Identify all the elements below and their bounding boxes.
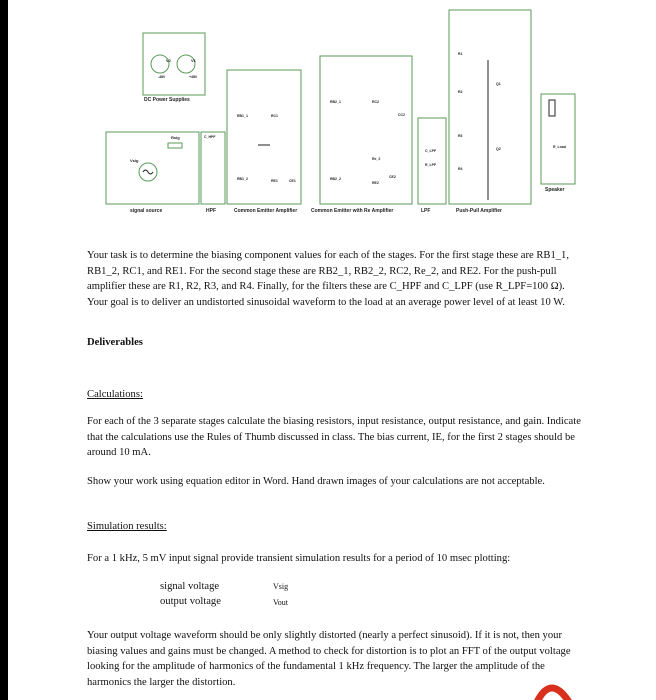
re-2-label: Re_2 — [372, 157, 381, 161]
ce-amp-box — [227, 70, 301, 204]
vee-label: -48V — [158, 75, 166, 79]
output-voltage-label: output voltage — [160, 596, 221, 607]
r-load-label: R_Load — [553, 145, 566, 149]
signal-voltage-label: signal voltage — [160, 581, 220, 592]
final-paragraph: Your output voltage waveform should be only slightly distorted (nearly a perfect sinusoid). If it is not, then your biasing values and gains must be changed. A method to check for distortion is to plot an FFT of the output voltage looking for the amplitude of harmonics of the fundamental 1 kHz frequency. The larger the amplitude of the harmonics the larger the distortion. — [87, 630, 571, 688]
document-page — [8, 0, 656, 700]
calculations-paragraph: For each of the 3 separate stages calculate the biasing resistors, input resistance, output resistance, and gain. Indicate that the calculations use the Rules of Thumb discussed in class. The bias current, IE, for the first 2 stages should be around 10 mA. — [87, 416, 581, 458]
pushpull-box — [449, 10, 531, 204]
speaker-label: Speaker — [545, 187, 565, 193]
ce1-label: CE1 — [289, 179, 296, 183]
rb2-1-label: RB2_1 — [330, 100, 341, 104]
lpf-box — [418, 118, 446, 204]
rb2-2-label: RB2_2 — [330, 177, 341, 181]
pushpull-label: Push-Pull Amplifier — [456, 208, 502, 214]
vcc-label-supply: +48V — [189, 75, 198, 79]
c-hpf-label: C_HPF — [204, 135, 216, 139]
ce-re-amp-box — [320, 56, 412, 204]
r1-label: R1 — [458, 52, 463, 56]
hpf-label: HPF — [206, 208, 216, 214]
rsig-resistor — [168, 143, 182, 148]
r3-label: R3 — [458, 134, 463, 138]
red-annotation-mark — [533, 680, 573, 700]
rc1-label: RC1 — [271, 114, 279, 118]
simulation-paragraph: For a 1 kHz, 5 mV input signal provide transient simulation results for a period of 10 msec plotting: — [87, 553, 511, 564]
rc2-label: RC2 — [372, 100, 380, 104]
ce2-label: CE2 — [389, 175, 396, 179]
vout-symbol: Vout — [273, 598, 288, 607]
signal-source-label: signal source — [130, 208, 163, 214]
cc2-label: CC2 — [398, 113, 406, 117]
simulation-heading: Simulation results: — [87, 521, 167, 532]
ce-re-amp-label: Common Emitter with Re Amplifier — [311, 208, 394, 214]
speaker-box — [541, 94, 575, 184]
c-lpf-label: C_LPF — [425, 149, 437, 153]
r-lpf-label: R_LPF — [425, 163, 437, 167]
q2-label: Q2 — [496, 147, 501, 151]
hpf-box — [201, 132, 225, 204]
rb1-2-label: RB1_2 — [237, 177, 248, 181]
signal-source-box — [106, 132, 199, 204]
re2-label: RE2 — [372, 181, 379, 185]
v1-label: V1 — [191, 58, 196, 63]
task-paragraph: Your task is to determine the biasing component values for each of the stages. For the first stage these are RB1_1, RB1_2, RC1, and RE1. For the second stage these are RB2_1, RB2_2, RC2, Re_2, and RE2. For the push-pull amplifier these are R1, R2, R3, and R4. Finally, for the filters these are C_HPF and C_LPF (use R_LPF=100 Ω). Your goal is to deliver an undistorted sinusoidal waveform to the load at an average power level of at least 10 W. — [87, 250, 570, 308]
lpf-label: LPF — [421, 208, 431, 214]
q1-label: Q1 — [496, 82, 501, 86]
r4-label: R4 — [458, 167, 463, 171]
deliverables-heading: Deliverables — [87, 337, 143, 348]
speaker-icon — [549, 100, 555, 116]
vsig-symbol: Vsig — [273, 582, 289, 591]
rb1-1-label: RB1_1 — [237, 114, 248, 118]
ce-amp-label: Common Emitter Amplifier — [234, 208, 298, 214]
r2-label: R2 — [458, 90, 463, 94]
rsig-label: Rsig — [171, 135, 180, 140]
show-work-paragraph: Show your work using equation editor in Word. Hand drawn images of your calculations are not acceptable. — [87, 476, 545, 487]
re1-label: RE1 — [271, 179, 278, 183]
calculations-heading: Calculations: — [87, 389, 143, 400]
dc-supplies-box — [143, 33, 205, 95]
v2-label: V2 — [166, 58, 171, 63]
vsig-label: Vsig — [130, 158, 139, 163]
dc-supplies-label: DC Power Supplies — [144, 97, 190, 103]
sine-icon — [143, 170, 153, 174]
circuit-schematic — [8, 0, 656, 225]
